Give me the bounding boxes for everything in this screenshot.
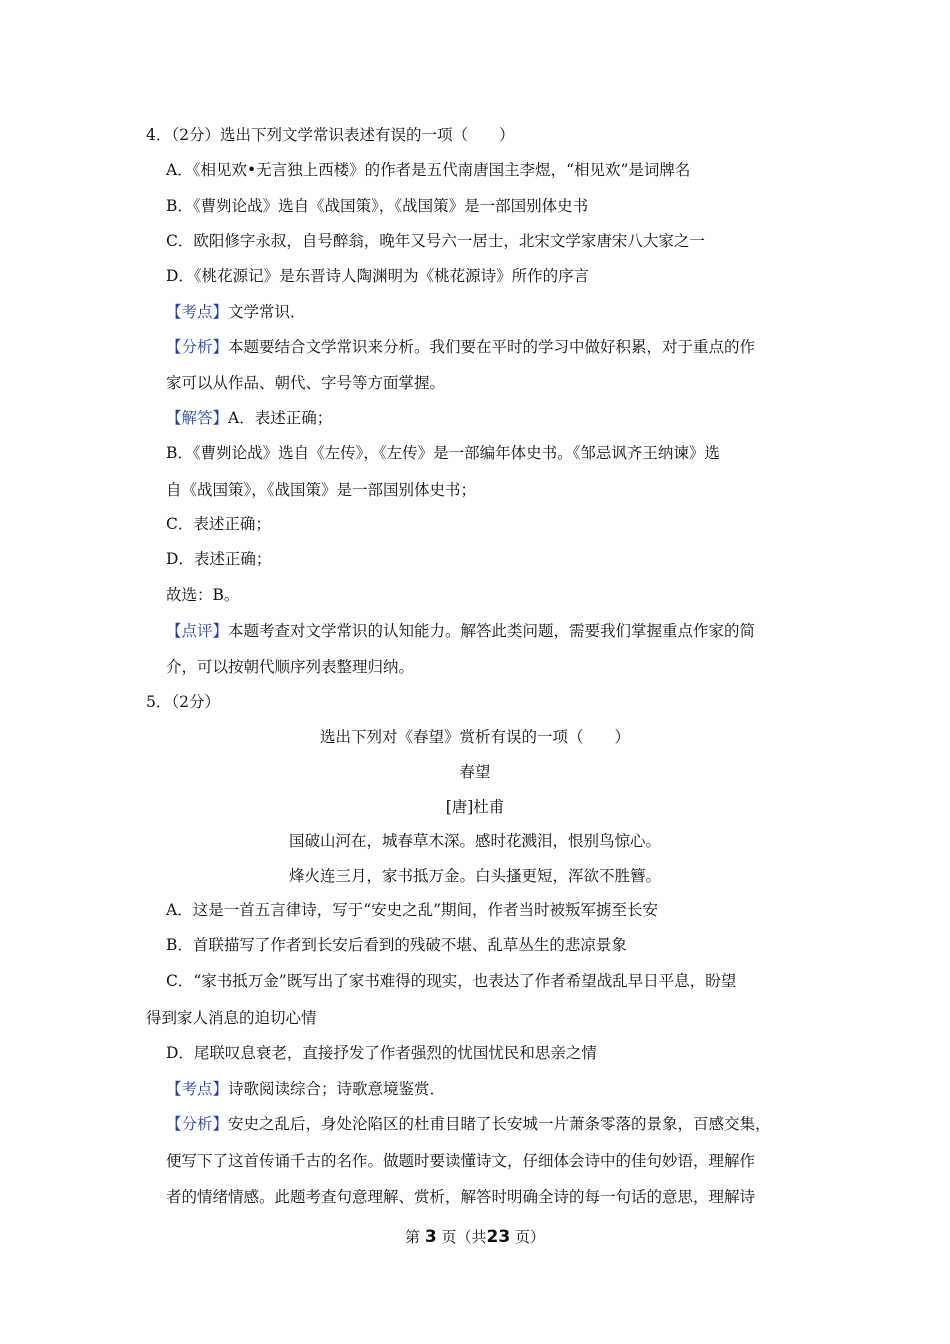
q4-kaodian (166, 302, 306, 322)
q5-option-d: D．尾联叹息衰老，直接抒发了作者强烈的忧国忧民和思亲之情 (166, 1044, 597, 1062)
fenxi-text: 安史之乱后，身处沦陷区的杜甫目睹了长安城一片萧条零落的景象，百感交集， (228, 1115, 771, 1133)
q4-option-a: A．《相见欢•无言独上西楼》的作者是五代南唐国主李煜，“相见欢”是词牌名 (166, 161, 691, 179)
dianping-tag: 【点评】 (166, 622, 229, 640)
poem-title: 春望 (459, 763, 491, 781)
q4-jieda-b: B．《曹刿论战》选自《左传》，《左传》是一部编年体史书。《邹忌讽齐王纳谏》选 (166, 444, 720, 462)
q5-fenxi (166, 1114, 771, 1134)
poem-line-2: 烽火连三月，家书抵万金。白头搔更短，浑欲不胜簪。 (288, 867, 661, 885)
q5-fenxi-cont-2: 者的情绪情感。此题考查句意理解、赏析，解答时明确全诗的每一句话的意思，理解诗 (166, 1188, 756, 1206)
page-footer (0, 1227, 950, 1247)
q4-fenxi-cont: 家可以从作品、朝代、字号等方面掌握。 (166, 374, 446, 392)
q4-jieda-c: C．表述正确； (166, 515, 271, 533)
q4-dianping-cont: 介，可以按朝代顺序列表整理归纳。 (166, 658, 415, 676)
page-number: 3 (424, 1227, 437, 1247)
kaodian-tag: 【考点】 (166, 1080, 229, 1098)
poem-line-1: 国破山河在，城春草木深。感时花溅泪，恨别鸟惊心。 (288, 832, 661, 850)
jieda-text: A．表述正确； (228, 409, 333, 427)
footer-prefix: 第 (405, 1228, 421, 1246)
q5-kaodian (166, 1079, 445, 1099)
fenxi-text: 本题要结合文学常识来分析。我们要在平时的学习中做好积累，对于重点的作 (228, 338, 756, 356)
jieda-tag: 【解答】 (166, 409, 229, 427)
q5-fenxi-cont-1: 便写下了这首传诵千古的名作。做题时要读懂诗文，仔细体会诗中的佳句妙语，理解作 (166, 1152, 756, 1170)
dianping-text: 本题考查对文学常识的认知能力。解答此类问题，需要我们掌握重点作家的简 (228, 622, 756, 640)
q5-prompt: 选出下列对《春望》赏析有误的一项（ ） (319, 728, 630, 746)
question-5-stem: 5．（2分） (146, 693, 220, 711)
q4-jieda-d: D．表述正确； (166, 550, 272, 568)
kaodian-text: 诗歌阅读综合；诗歌意境鉴赏． (228, 1080, 446, 1098)
fenxi-tag: 【分析】 (166, 338, 229, 356)
q5-option-c: C．“家书抵万金”既写出了家书难得的现实，也表达了作者希望战乱早日平息，盼望 (166, 972, 737, 990)
kaodian-text: 文学常识． (228, 303, 306, 321)
footer-suffix: 页） (514, 1228, 545, 1246)
q4-answer: 故选：B。 (166, 586, 240, 604)
q4-option-d: D．《桃花源记》是东晋诗人陶渊明为《桃花源诗》所作的序言 (166, 267, 590, 285)
q5-option-a: A．这是一首五言律诗，写于“安史之乱”期间，作者当时被叛军掳至长安 (166, 901, 659, 919)
q4-option-b: B．《曹刿论战》选自《战国策》，《战国策》是一部国别体史书 (166, 197, 589, 215)
q4-jieda-b-cont: 自《战国策》，《战国策》是一部国别体史书； (166, 481, 477, 499)
q4-fenxi (166, 337, 755, 357)
q4-option-c: C．欧阳修字永叔，自号醉翁，晚年又号六一居士，北宋文学家唐宋八大家之一 (166, 232, 705, 250)
total-pages: 23 (486, 1227, 511, 1247)
poem-author: [唐]杜甫 (445, 798, 505, 816)
q4-dianping (166, 621, 755, 641)
q4-jieda (166, 408, 332, 428)
fenxi-tag: 【分析】 (166, 1115, 229, 1133)
question-4-stem: 4．（2分）选出下列文学常识表述有误的一项（ ） (146, 126, 515, 144)
footer-middle: 页（共 (441, 1228, 487, 1246)
q5-option-b: B．首联描写了作者到长安后看到的残破不堪、乱草丛生的悲凉景象 (166, 936, 627, 954)
kaodian-tag: 【考点】 (166, 303, 229, 321)
q5-option-c-cont: 得到家人消息的迫切心情 (146, 1009, 317, 1027)
